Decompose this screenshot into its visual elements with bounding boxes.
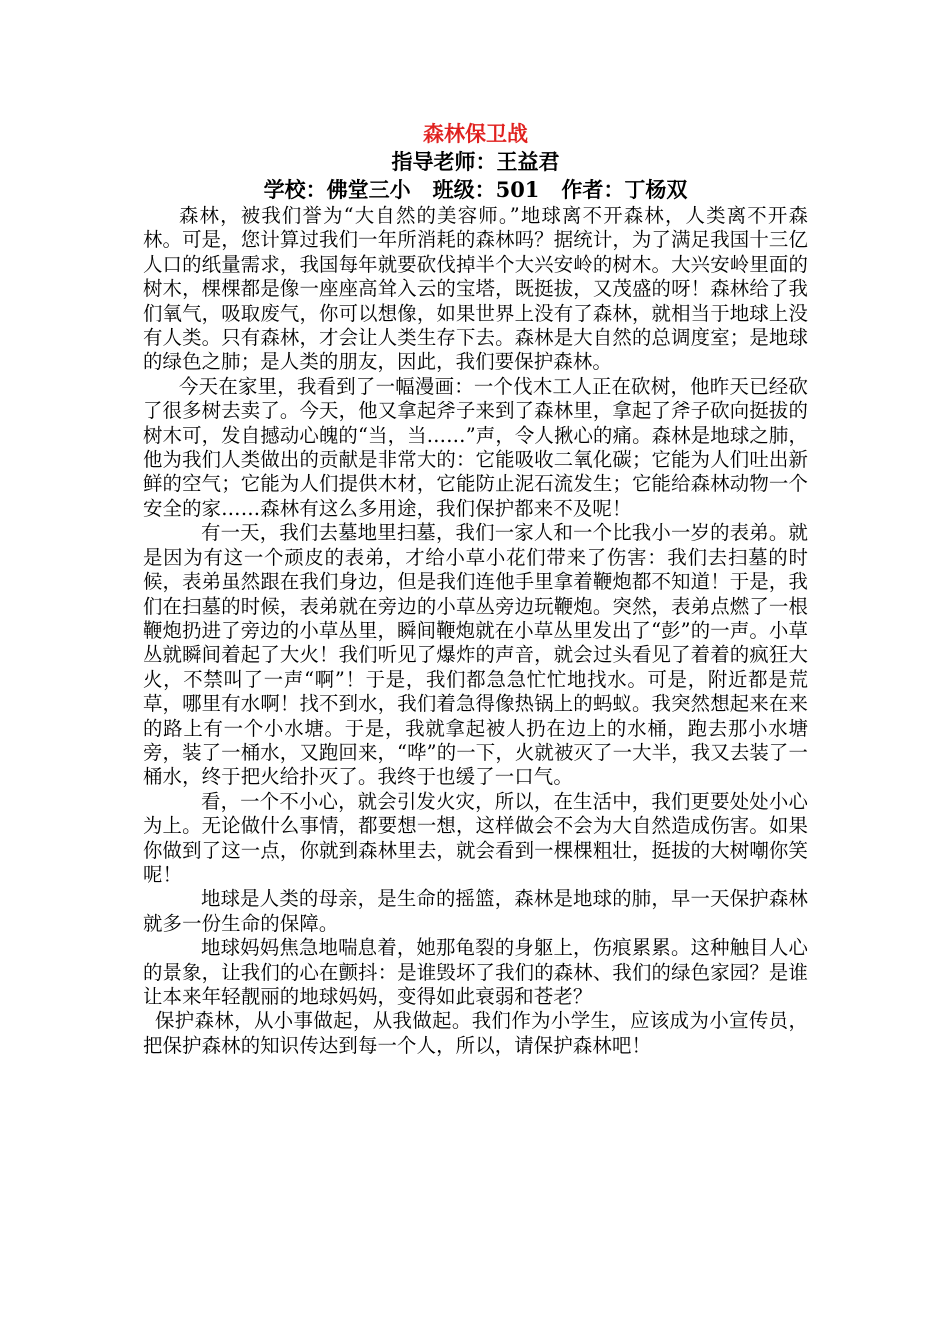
school-label: 学校：佛堂三小	[263, 177, 411, 202]
paragraph-5: 地球是人类的母亲，是生命的摇篮，森林是地球的肺，早一天保护森林就多一份生命的保障。	[143, 887, 808, 935]
paragraph-6: 地球妈妈焦急地喘息着，她那龟裂的身躯上，伤痕累累。这种触目人心的景象，让我们的心在颤抖：是谁毁坏了我们的森林、我们的绿色家园？是谁让本来年轻靓丽的地球妈妈，变得如此衰弱和苍老？	[143, 936, 808, 1008]
document-title: 森林保卫战	[423, 121, 528, 146]
class-label: 班级：501	[432, 177, 540, 202]
essay-body	[143, 204, 808, 1058]
paragraph-4: 看，一个不小心，就会引发火灾，所以，在生活中，我们更要处处小心为上。无论做什么事情，都要想一想，这样做会不会为大自然造成伤害。如果你做到了这一点，你就到森林里去，就会看到一棵棵粗壮，挺拔的大树嘲你笑呢！	[143, 789, 808, 886]
teacher-line: 指导老师：王益君	[391, 149, 560, 174]
paragraph-1: 森林，被我们誉为“大自然的美容师。”地球离不开森林，人类离不开森林。可是，您计算过我们一年所消耗的森林吗？据统计，为了满足我国十三亿人口的纸量需求，我国每年就要砍伐掉半个大兴安岭的树木。大兴安岭里面的树木，棵棵都是像一座座高耸入云的宝塔，既挺拔，又茂盛的呀！森林给了我们氧气，吸取废气，你可以想像，如果世界上没有了森林，就相当于地球上没有人类。只有森林，才会让人类生存下去。森林是大自然的总调度室；是地球的绿色之肺；是人类的朋友，因此，我们要保护森林。	[143, 204, 808, 374]
author-label: 作者：丁杨双	[561, 177, 688, 202]
author-info-line	[143, 176, 808, 204]
paragraph-7: 保护森林，从小事做起，从我做起。我们作为小学生，应该成为小宣传员，把保护森林的知识传达到每一个人，所以，请保护森林吧！	[143, 1009, 808, 1057]
paragraph-2: 今天在家里，我看到了一幅漫画：一个伐木工人正在砍树，他昨天已经砍了很多树去卖了。今天，他又拿起斧子来到了森林里，拿起了斧子砍向挺拔的树木可，发自撼动心魄的“当，当……”声，令人揪心的痛。森林是地球之肺，他为我们人类做出的贡献是非常大的：它能吸收二氧化碳；它能为人们吐出新鲜的空气；它能为人们提供木材，它能防止泥石流发生；它能给森林动物一个安全的家……森林有这么多用途，我们保护都来不及呢！	[143, 374, 808, 520]
document-page	[143, 120, 808, 1058]
paragraph-3: 有一天，我们去墓地里扫墓，我们一家人和一个比我小一岁的表弟。就是因为有这一个顽皮的表弟，才给小草小花们带来了伤害：我们去扫墓的时候，表弟虽然跟在我们身边，但是我们连他手里拿着鞭炮都不知道！于是，我们在扫墓的时候，表弟就在旁边的小草丛旁边玩鞭炮。突然，表弟点燃了一根鞭炮扔进了旁边的小草丛里，瞬间鞭炮就在小草丛里发出了“彭”的一声。小草丛就瞬间着起了大火！我们听见了爆炸的声音，就会过头看见了着着的疯狂大火，不禁叫了一声“啊”！于是，我们都急急忙忙地找水。可是，附近都是荒草，哪里有水啊！找不到水，我们着急得像热锅上的蚂蚁。我突然想起来在来的路上有一个小水塘。于是，我就拿起被人扔在边上的水桶，跑去那小水塘旁，装了一桶水，又跑回来，“哗”的一下，火就被灭了一大半，我又去装了一桶水，终于把火给扑灭了。我终于也缓了一口气。	[143, 521, 808, 789]
